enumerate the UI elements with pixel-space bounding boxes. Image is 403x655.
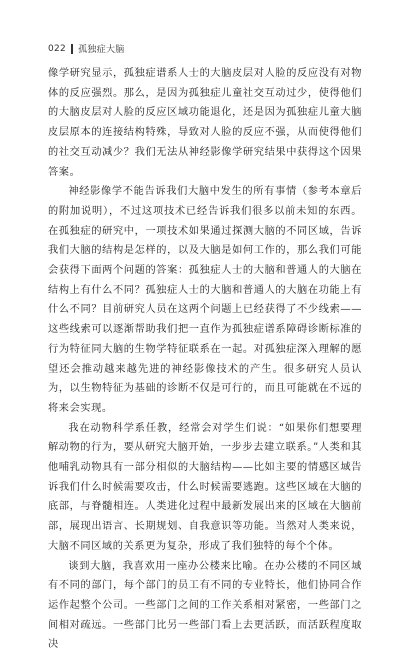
page-body — [48, 64, 362, 655]
book-title: 孤独症大脑 — [78, 45, 125, 55]
paragraph: 谈到大脑，我喜欢用一座办公楼来比喻。在办公楼的不同区域有不同的部门，每个部门的员工有不同的专业特长，他们协同合作运作起整个公司。一些部门之间的工作关系相对紧密，一些部门之间相对疏远。一些部门比另一些部门看上去更活跃，而活跃程度取决 — [48, 560, 362, 651]
paragraph: 我在动物科学系任教，经常会对学生们说：“如果你们想要理解动物的行为，要从研究大脑开始，一步步去建立联系。”人类和其他哺乳动物具有一部分相似的大脑结构——比如主要的情感区域告诉我们什么时候需要攻击，什么时候需要逃跑。这些区域在大脑的底部，与脊髓相连。人类进化过程中最新发展出来的区域在大脑前部，展现出语言、长期规划、自我意识等功能。当然对人类来说，大脑不同区域的关系更为复杂，形成了我们独特的每个个体。 — [48, 422, 362, 552]
page-header — [48, 42, 125, 55]
paragraph: 神经影像学不能告诉我们大脑中发生的所有事情（参考本章后的附加说明），不过这项技术已经告诉我们很多以前未知的东西。在孤独症的研究中，一项技术如果通过探测大脑的不同区域，告诉我们大脑的结构是怎样的，以及大脑是如何工作的，那么我们可能会获得下面两个问题的答案：孤独症人士的大脑和普通人的大脑在结构上有什么不同？孤独症人士的大脑和普通人的大脑在功能上有什么不同？目前研究人员在这两个问题上已经获得了不少线索——这些线索可以逐渐帮助我们把一直作为孤独症谱系障碍诊断标准的行为特征同大脑的生物学特征联系在一起。对孤独症深入理解的愿望还会推动越来越先进的神经影像技术的产生。很多研究人员认为，以生物特征为基础的诊断不仅是可行的，而且可能就在不远的将来会实现。 — [48, 186, 362, 414]
page-number: 022 — [48, 43, 67, 54]
paragraph-continuation: 像学研究显示，孤独症谱系人士的大脑皮层对人脸的反应没有对物体的反应强烈。那么，是因为孤独症儿童社交互动过少，使得他们的大脑皮层对人脸的反应区域功能退化，还是因为孤独症儿童大脑皮层原本的连接结构特殊，导致对人脸的反应不强，从而使得他们的社交互动减少？我们无法从神经影像学研究结果中获得这个因果答案。 — [48, 68, 362, 178]
header-divider — [71, 44, 73, 54]
